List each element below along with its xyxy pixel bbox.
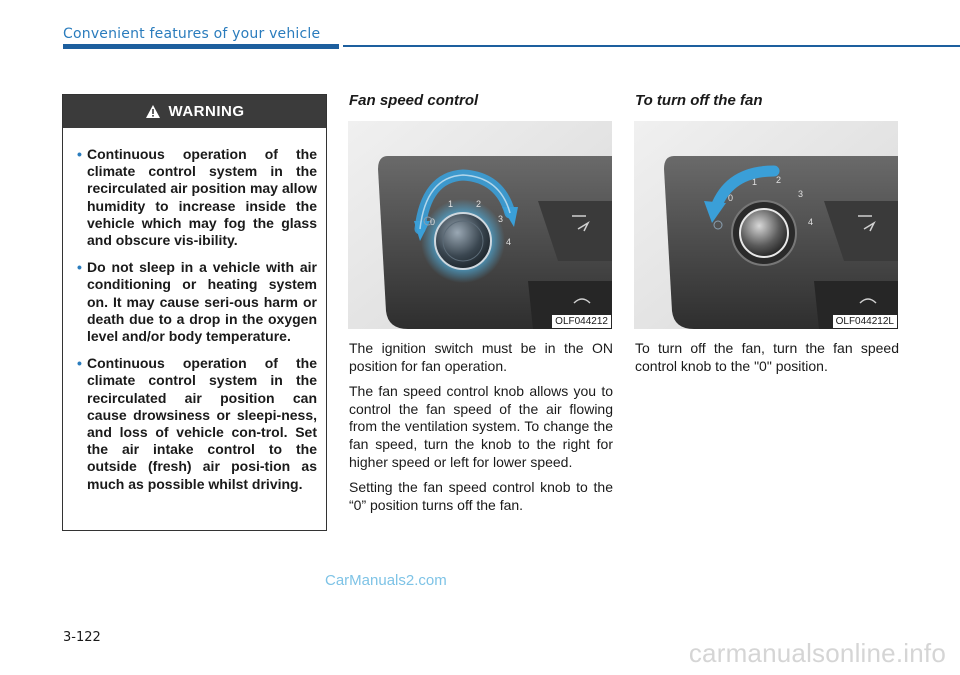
bullet: •: [77, 259, 82, 276]
fan-speed-body: [349, 340, 613, 522]
fan-off-body: [635, 340, 899, 383]
watermark-link[interactable]: CarManuals2.com: [325, 572, 447, 589]
paragraph: To turn off the fan, turn the fan speed control knob to the "0" position.: [635, 340, 899, 374]
figure-code: OLF044212L: [833, 315, 897, 328]
fan-off-figure: [634, 121, 898, 329]
warning-item-text: Do not sleep in a vehicle with air conditioning or heating system on. It may cause seri-ous harm or death due to a drop in the oxygen level and/or body temperature.: [87, 259, 317, 345]
paragraph: Setting the fan speed control knob to the “0” position turns off the fan.: [349, 479, 613, 513]
warning-box: [62, 94, 327, 531]
fan-off-title: To turn off the fan: [635, 92, 763, 109]
warning-triangle-icon: [145, 104, 161, 119]
fan-speed-knob: [740, 209, 788, 257]
fan-speed-title: Fan speed control: [349, 92, 479, 109]
paragraph: The ignition switch must be in the ON position for fan operation.: [349, 340, 613, 374]
knob-label-1: 1: [752, 177, 758, 187]
bullet: •: [77, 146, 82, 162]
knob-label-3: 3: [498, 214, 504, 224]
knob-label-3: 3: [798, 189, 804, 199]
bullet: •: [77, 355, 82, 372]
footer-watermark: carmanualsonline.info: [688, 638, 946, 668]
warning-label: WARNING: [168, 103, 245, 120]
header-bar-accent: [63, 44, 339, 49]
paragraph: The fan speed control knob allows you to control the fan speed of the air flowing from the ventilation system. To change the fan speed, turn the knob to the right for higher speed or left for lower speed.: [349, 383, 613, 470]
knob-label-2: 2: [776, 175, 782, 185]
warning-item: [77, 146, 317, 249]
knob-label-4: 4: [808, 217, 814, 227]
section-header-title: Convenient features of your vehicle: [63, 26, 321, 42]
figure-code: OLF044212: [552, 315, 611, 328]
knob-label-0: 0: [430, 217, 436, 227]
knob-label-4: 4: [506, 237, 512, 247]
fan-speed-figure: [348, 121, 612, 329]
page-number: 3-122: [63, 630, 101, 645]
warning-list: [63, 128, 326, 493]
knob-label-1: 1: [448, 199, 454, 209]
warning-item-text: Continuous operation of the climate control system in the recirculated air position can cause drowsiness or sleepi-ness, and loss of vehicle con-trol. Set the air intake control to the outside (fresh) air posi-tion as much as possible whilst driving.: [87, 355, 317, 492]
header-rule: [343, 45, 960, 47]
knob-label-2: 2: [476, 199, 482, 209]
warning-header: [63, 95, 326, 128]
warning-item-text: Continuous operation of the climate control system in the recirculated air position may allow humidity to increase inside the vehicle which may fog the glass and obscure vis-ibility.: [87, 146, 317, 249]
warning-item: [77, 355, 317, 493]
warning-item: [77, 259, 317, 345]
knob-label-0: 0: [728, 193, 734, 203]
